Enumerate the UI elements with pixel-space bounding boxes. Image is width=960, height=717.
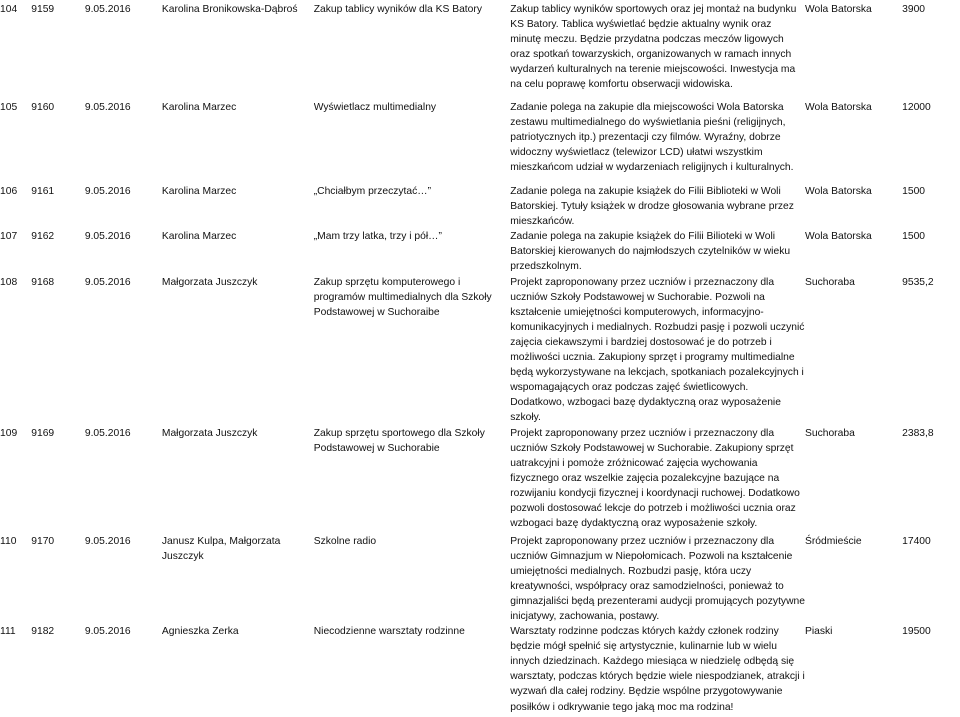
project-number: 9170 bbox=[31, 535, 55, 547]
project-description: Zadanie polega na zakupie dla miejscowości Wola Batorska zestawu multimedialnego do wyświetlania pieśni (religijnych, patriotycznych itp.) prezentacji czy filmów. Wyraźny, dobrze widoczny wyświetlacz (telewizor LCD) ułatwi wszystkim mieszkańcom udział w wydarzeniach religijnych i kulturalnych. bbox=[510, 102, 794, 174]
project-district: Śródmieście bbox=[804, 535, 862, 547]
project-title: Wyświetlacz multimedialny bbox=[313, 102, 437, 113]
project-cost: 17400 bbox=[902, 535, 931, 547]
project-author: Janusz Kulpa, Małgorzata Juszczyk bbox=[161, 535, 281, 562]
row-number: 109 bbox=[0, 427, 18, 439]
project-author: Agnieszka Zerka bbox=[161, 626, 239, 638]
project-cost: 1500 bbox=[902, 231, 926, 243]
project-title: Niecodzienne warsztaty rodzinne bbox=[313, 626, 465, 638]
project-cost: 3900 bbox=[902, 4, 926, 15]
project-title: Zakup tablicy wyników dla KS Batory bbox=[313, 4, 482, 15]
project-district: Suchoraba bbox=[804, 427, 855, 439]
project-district: Suchoraba bbox=[804, 276, 855, 288]
submission-date: 9.05.2016 bbox=[84, 102, 131, 113]
table-row bbox=[0, 184, 958, 229]
project-description: Projekt zaproponowany przez uczniów i przeznaczony dla uczniów Szkoły Podstawowej w Suchorabie. Zakupiony sprzęt uatrakcyjni i pomoże zróżnicować zajęcia wychowania fizycznego oraz wszelkie zajęcia pozalekcyjne bazujące na rozwijaniu kondycji fizycznej i koordynacji ruchowej. Dodatkowo pozwoli dostosować lekcje do potrzeb i możliwości ucznia oraz wzbogaci bazę dydaktyczną oraz wyposażenie szkoły. bbox=[510, 427, 800, 530]
project-description: Zakup tablicy wyników sportowych oraz jej montaż na budynku KS Batory. Tablica wyświetlać będzie aktualny wynik oraz minutę meczu. Będzie przydatna podczas meczów ligowych oraz spotkań towarzyskich, organizowanych w ramach innych wydarzeń kulturalnych na terenie miejscowości. Inwestycja ma na celu poprawę komfortu obserwacji widowiska. bbox=[510, 4, 797, 91]
table-row bbox=[0, 534, 958, 625]
table-row bbox=[0, 275, 958, 426]
submission-date: 9.05.2016 bbox=[84, 186, 131, 197]
project-number: 9162 bbox=[31, 231, 55, 243]
submission-date: 9.05.2016 bbox=[84, 231, 131, 243]
project-description: Projekt zaproponowany przez uczniów i przeznaczony dla uczniów Gimnazjum w Niepołomicach. Pozwoli na kształcenie umiejętności medialnych. Rozbudzi pasję, która uczy kreatywności, współpracy oraz samodzielności, ponieważ to gimnazjaliści będą prezenterami audycji promujących pozytywne inicjatywy, zachowania, postawy. bbox=[510, 535, 805, 622]
row-number: 108 bbox=[0, 276, 18, 288]
row-number: 105 bbox=[0, 102, 18, 113]
row-number: 106 bbox=[0, 186, 18, 197]
project-district: Wola Batorska bbox=[804, 4, 872, 15]
project-number: 9168 bbox=[31, 276, 55, 288]
row-number: 110 bbox=[0, 535, 17, 547]
submission-date: 9.05.2016 bbox=[84, 4, 131, 15]
project-description: Zadanie polega na zakupie książek do Filii Bilioteki w Woli Batorskiej kierowanych do najmłodszych czytelników w wieku przedszkolnym. bbox=[510, 231, 791, 273]
submission-date: 9.05.2016 bbox=[84, 427, 131, 439]
project-author: Karolina Marzec bbox=[161, 186, 237, 197]
submission-date: 9.05.2016 bbox=[84, 276, 131, 288]
project-description: Warsztaty rodzinne podczas których każdy członek rodziny będzie mógł spełnić się artystycznie, kulinarnie lub w wielu innych dziedzinach. Każdego miesiąca w niedzielę odbędą się warsztaty, podczas których będzie wiele niespodzianek, atrakcji i wyzwań dla całej rodziny. Będzie wspólne przygotowywanie posiłków i odkrywanie tego jaką moc ma rodzina! bbox=[510, 626, 805, 713]
submission-date: 9.05.2016 bbox=[84, 535, 131, 547]
table-row bbox=[0, 0, 958, 100]
project-title: Zakup sprzętu sportowego dla Szkoły Podstawowej w Suchorabie bbox=[313, 427, 485, 454]
project-cost: 2383,8 bbox=[902, 427, 934, 439]
table-row bbox=[0, 624, 958, 717]
submission-date: 9.05.2016 bbox=[84, 626, 131, 638]
project-description: Zadanie polega na zakupie książek do Filii Biblioteki w Woli Batorskiej. Tytuły książek w drodze głosowania wybrane przez mieszkańców. bbox=[510, 186, 794, 228]
project-description: Projekt zaproponowany przez uczniów i przeznaczony dla uczniów Szkoły Podstawowej w Suchorabie. Pozwoli na kształcenie umiejętności komputerowych, informacyjno-komunikacyjnych i medialnych. Rozbudzi pasję i pozwoli uczynić zajęcia ciekawszymi i bardziej dostosować je do potrzeb i możliwości ucznia. Zakupiony sprzęt i programy multimedialne będą wykorzystywane na lekcjach, spotkaniach pozalekcyjnych i wspomagających oraz podczas zajęć świetlicowych. Dodatkowo, wzbogaci bazę dydaktyczną oraz wyposażenie szkoły. bbox=[510, 276, 805, 424]
project-cost: 1500 bbox=[902, 186, 926, 197]
project-district: Wola Batorska bbox=[804, 186, 872, 197]
project-author: Karolina Bronikowska-Dąbroś bbox=[161, 4, 298, 15]
project-author: Małgorzata Juszczyk bbox=[161, 427, 258, 439]
project-cost: 9535,2 bbox=[902, 276, 934, 288]
project-cost: 12000 bbox=[902, 102, 931, 113]
row-number: 111 bbox=[0, 626, 16, 638]
project-number: 9159 bbox=[31, 4, 55, 15]
row-number: 104 bbox=[0, 4, 18, 15]
project-title: Zakup sprzętu komputerowego i programów multimedialnych dla Szkoły Podstawowej w Suchoraibe bbox=[313, 276, 492, 318]
project-number: 9182 bbox=[31, 626, 55, 638]
project-author: Karolina Marzec bbox=[161, 102, 237, 113]
project-district: Wola Batorska bbox=[804, 102, 872, 113]
project-district: Piaski bbox=[804, 626, 833, 638]
row-number: 107 bbox=[0, 231, 18, 243]
table-row bbox=[0, 100, 958, 184]
project-author: Karolina Marzec bbox=[161, 231, 237, 243]
project-author: Małgorzata Juszczyk bbox=[161, 276, 258, 288]
project-number: 9161 bbox=[31, 186, 55, 197]
project-number: 9160 bbox=[31, 102, 55, 113]
project-district: Wola Batorska bbox=[804, 231, 872, 243]
project-title: „Mam trzy latka, trzy i pół…” bbox=[313, 231, 442, 243]
project-number: 9169 bbox=[31, 427, 55, 439]
project-cost: 19500 bbox=[902, 626, 931, 638]
table-row bbox=[0, 426, 958, 534]
table-row bbox=[0, 229, 958, 274]
project-title: „Chciałbym przeczytać…” bbox=[313, 186, 432, 197]
project-title: Szkolne radio bbox=[313, 535, 377, 547]
